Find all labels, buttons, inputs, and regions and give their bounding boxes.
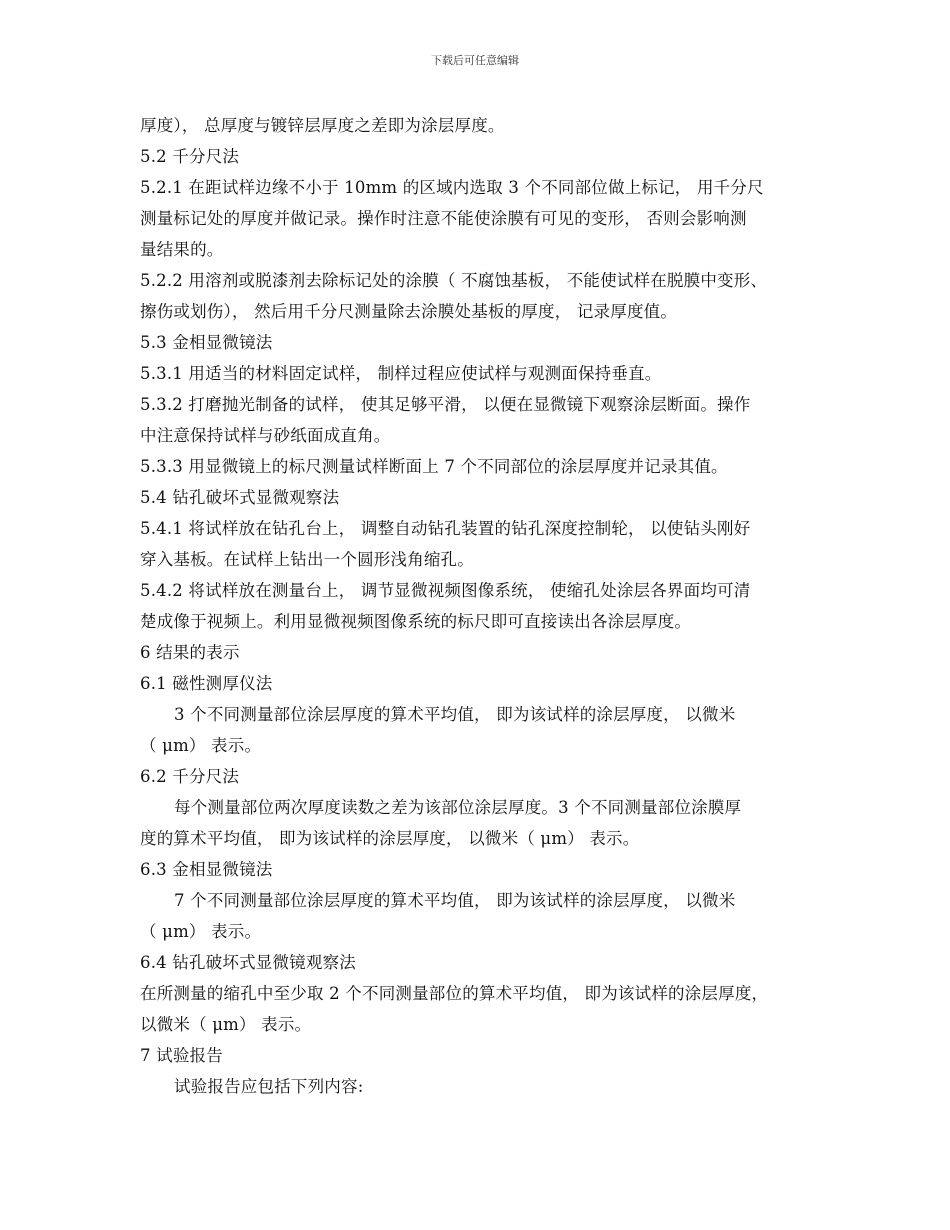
text-line: 5.2.2 用溶剂或脱漆剂去除标记处的涂膜（ 不腐蚀基板， 不能使试样在脱膜中变形、 xyxy=(140,271,768,290)
text-line: 5.2 千分尺法 xyxy=(140,147,240,166)
text-line: 5.4 钻孔破坏式显微观察法 xyxy=(140,488,340,507)
text-line: 穿入基板。在试样上钻出一个圆形浅角缩孔。 xyxy=(140,550,474,569)
page-header: 下载后可任意编辑 xyxy=(431,54,519,67)
text-line: 测量标记处的厚度并做记录。操作时注意不能使涂膜有可见的变形， 否则会影响测 xyxy=(140,209,747,228)
text-line: 7 试验报告 xyxy=(140,1046,223,1065)
text-line: 擦伤或划伤）， 然后用千分尺测量除去涂膜处基板的厚度， 记录厚度值。 xyxy=(140,302,678,321)
text-line: 量结果的。 xyxy=(140,240,224,259)
text-line: 楚成像于视频上。利用显微视频图像系统的标尺即可直接读出各涂层厚度。 xyxy=(140,612,692,631)
text-line: 中注意保持试样与砂纸面成直角。 xyxy=(140,426,391,445)
text-line: 6.3 金相显微镜法 xyxy=(140,860,273,879)
text-line: 以微米（ μm） 表示。 xyxy=(140,1015,312,1034)
text-line: 度的算术平均值， 即为该试样的涂层厚度， 以微米（ μm） 表示。 xyxy=(140,829,640,848)
text-line: 每个测量部位两次厚度读数之差为该部位涂层厚度。3 个不同测量部位涂膜厚 xyxy=(174,798,742,817)
text-line: 5.3.3 用显微镜上的标尺测量试样断面上 7 个不同部位的涂层厚度并记录其值。 xyxy=(140,457,728,476)
document-body xyxy=(140,110,820,1102)
text-line: 6 结果的表示 xyxy=(140,643,240,662)
text-line: 5.4.1 将试样放在钻孔台上， 调整自动钻孔装置的钻孔深度控制轮， 以使钻头刚好 xyxy=(140,519,751,538)
text-line: （ μm） 表示。 xyxy=(140,736,262,755)
text-line: 5.2.1 在距试样边缘不小于 10mm 的区域内选取 3 个不同部位做上标记， 用千分尺 xyxy=(140,178,764,197)
text-line: 6.1 磁性测厚仪法 xyxy=(140,674,273,693)
text-line: 5.3.1 用适当的材料固定试样， 制样过程应使试样与观测面保持垂直。 xyxy=(140,364,662,383)
text-line: 5.3 金相显微镜法 xyxy=(140,333,273,352)
text-line: 在所测量的缩孔中至少取 2 个不同测量部位的算术平均值， 即为该试样的涂层厚度， xyxy=(140,984,769,1003)
text-line: 试验报告应包括下列内容: xyxy=(174,1077,364,1096)
text-line: 7 个不同测量部位涂层厚度的算术平均值， 即为该试样的涂层厚度， 以微米 xyxy=(174,891,736,910)
text-line: 厚度）， 总厚度与镀锌层厚度之差即为涂层厚度。 xyxy=(140,116,505,135)
text-line: 3 个不同测量部位涂层厚度的算术平均值， 即为该试样的涂层厚度， 以微米 xyxy=(174,705,736,724)
text-line: 5.4.2 将试样放在测量台上， 调节显微视频图像系统， 使缩孔处涂层各界面均可清 xyxy=(140,581,751,600)
text-line: （ μm） 表示。 xyxy=(140,922,262,941)
text-line: 5.3.2 打磨抛光制备的试样， 使其足够平滑， 以便在显微镜下观察涂层断面。操作 xyxy=(140,395,751,414)
text-line: 6.2 千分尺法 xyxy=(140,767,240,786)
text-line: 6.4 钻孔破坏式显微镜观察法 xyxy=(140,953,356,972)
